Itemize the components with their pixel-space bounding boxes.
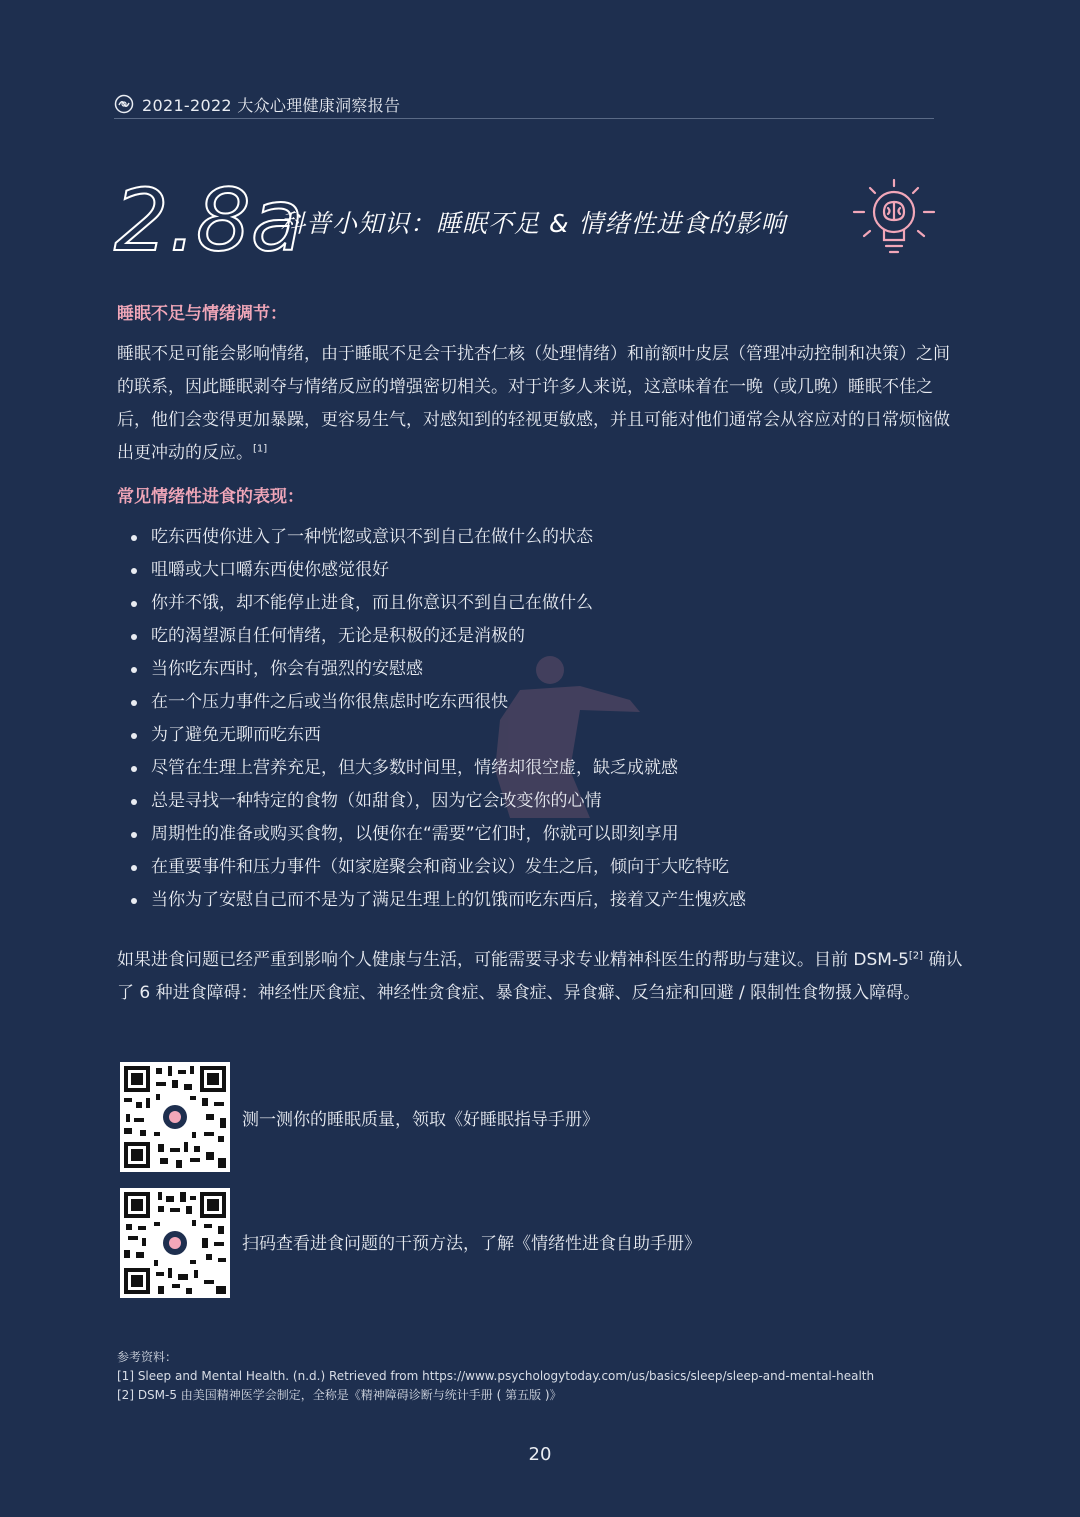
section-number [114, 171, 304, 271]
reference-item-2: [2] DSM-5 由美国精神医学会制定，全称是《精神障碍诊断与统计手册 ( 第五版 )》 [117, 1388, 562, 1402]
bullet-dot [131, 667, 137, 673]
closing-paragraph [117, 944, 965, 1010]
sleep-emotion-paragraph [117, 338, 965, 470]
bullet-dot [131, 898, 137, 904]
closing-text-before: 如果进食问题已经严重到影响个人健康与生活，可能需要寻求专业精神科医生的帮助与建议。目前 DSM-5 [117, 950, 909, 970]
list-item: 咀嚼或大口嚼东西使你感觉很好 [117, 554, 965, 587]
bullet-dot [131, 733, 137, 739]
list-item: 尽管在生理上营养充足，但大多数时间里，情绪却很空虚，缺乏成就感 [117, 752, 965, 785]
bullet-dot [131, 832, 137, 838]
list-item: 在重要事件和压力事件（如家庭聚会和商业会议）发生之后，倾向于大吃特吃 [117, 851, 965, 884]
list-item: 为了避免无聊而吃东西 [117, 719, 965, 752]
report-logo-icon [114, 94, 134, 114]
list-item: 吃东西使你进入了一种恍惚或意识不到自己在做什么的状态 [117, 521, 965, 554]
section-title: 科普小知识：睡眠不足 & 情绪性进食的影响 [280, 209, 787, 238]
bullet-dot [131, 601, 137, 607]
qr-code-sleep[interactable] [120, 1062, 230, 1172]
emotional-eating-list [117, 521, 965, 917]
header-title: 2021-2022 大众心理健康洞察报告 [142, 95, 401, 115]
bullet-dot [131, 700, 137, 706]
sleep-emotion-heading: 睡眠不足与情绪调节： [117, 304, 287, 324]
emotional-eating-heading: 常见情绪性进食的表现： [117, 487, 304, 507]
bullet-dot [131, 535, 137, 541]
sleep-emotion-text: 睡眠不足可能会影响情绪，由于睡眠不足会干扰杏仁核（处理情绪）和前额叶皮层（管理冲动控制和决策）之间的联系，因此睡眠剥夺与情绪反应的增强密切相关。对于许多人来说，这意味着在一晚（或几晚）睡眠不佳之后，他们会变得更加暴躁，更容易生气，对感知到的轻视更敏感，并且可能对他们通常会从容应对的日常烦恼做出更冲动的反应。 [117, 344, 950, 463]
brain-bulb-icon [850, 178, 938, 258]
list-item: 当你吃东西时，你会有强烈的安慰感 [117, 653, 965, 686]
list-item: 周期性的准备或购买食物，以便你在“需要”它们时，你就可以即刻享用 [117, 818, 965, 851]
references [117, 1348, 874, 1405]
list-item: 在一个压力事件之后或当你很焦虑时吃东西很快 [117, 686, 965, 719]
bullet-dot [131, 634, 137, 640]
list-item: 吃的渴望源自任何情绪，无论是积极的还是消极的 [117, 620, 965, 653]
list-item: 总是寻找一种特定的食物（如甜食），因为它会改变你的心情 [117, 785, 965, 818]
reference-item-1[interactable]: [1] Sleep and Mental Health. (n.d.) Retrieved from https://www.psychologytoday.com/us/basics/sleep/sleep-and-mental-health [117, 1369, 875, 1383]
bullet-dot [131, 766, 137, 772]
page-header [114, 90, 934, 119]
bullet-dot [131, 568, 137, 574]
ref-mark-2[interactable]: [2] [908, 950, 924, 962]
bullet-dot [131, 799, 137, 805]
qr-caption-sleep: 测一测你的睡眠质量，领取《好睡眠指导手册》 [242, 1110, 599, 1130]
page-number: 20 [528, 1444, 552, 1465]
references-label: 参考资料： [117, 1350, 178, 1364]
closing-text-after: 确认了 6 种进食障碍：神经性厌食症、神经性贪食症、暴食症、异食癖、反刍症和回避 / 限制性食物摄入障碍。 [117, 950, 963, 1003]
list-item: 当你为了安慰自己而不是为了满足生理上的饥饿而吃东西后，接着又产生愧疚感 [117, 884, 965, 917]
ref-mark-1[interactable]: [1] [253, 443, 268, 455]
qr-caption-eating: 扫码查看进食问题的干预方法，了解《情绪性进食自助手册》 [242, 1234, 701, 1254]
list-item: 你并不饿，却不能停止进食，而且你意识不到自己在做什么 [117, 587, 965, 620]
qr-code-eating[interactable] [120, 1188, 230, 1298]
svg-text:2.8a: 2.8a [114, 171, 304, 271]
bullet-dot [131, 865, 137, 871]
